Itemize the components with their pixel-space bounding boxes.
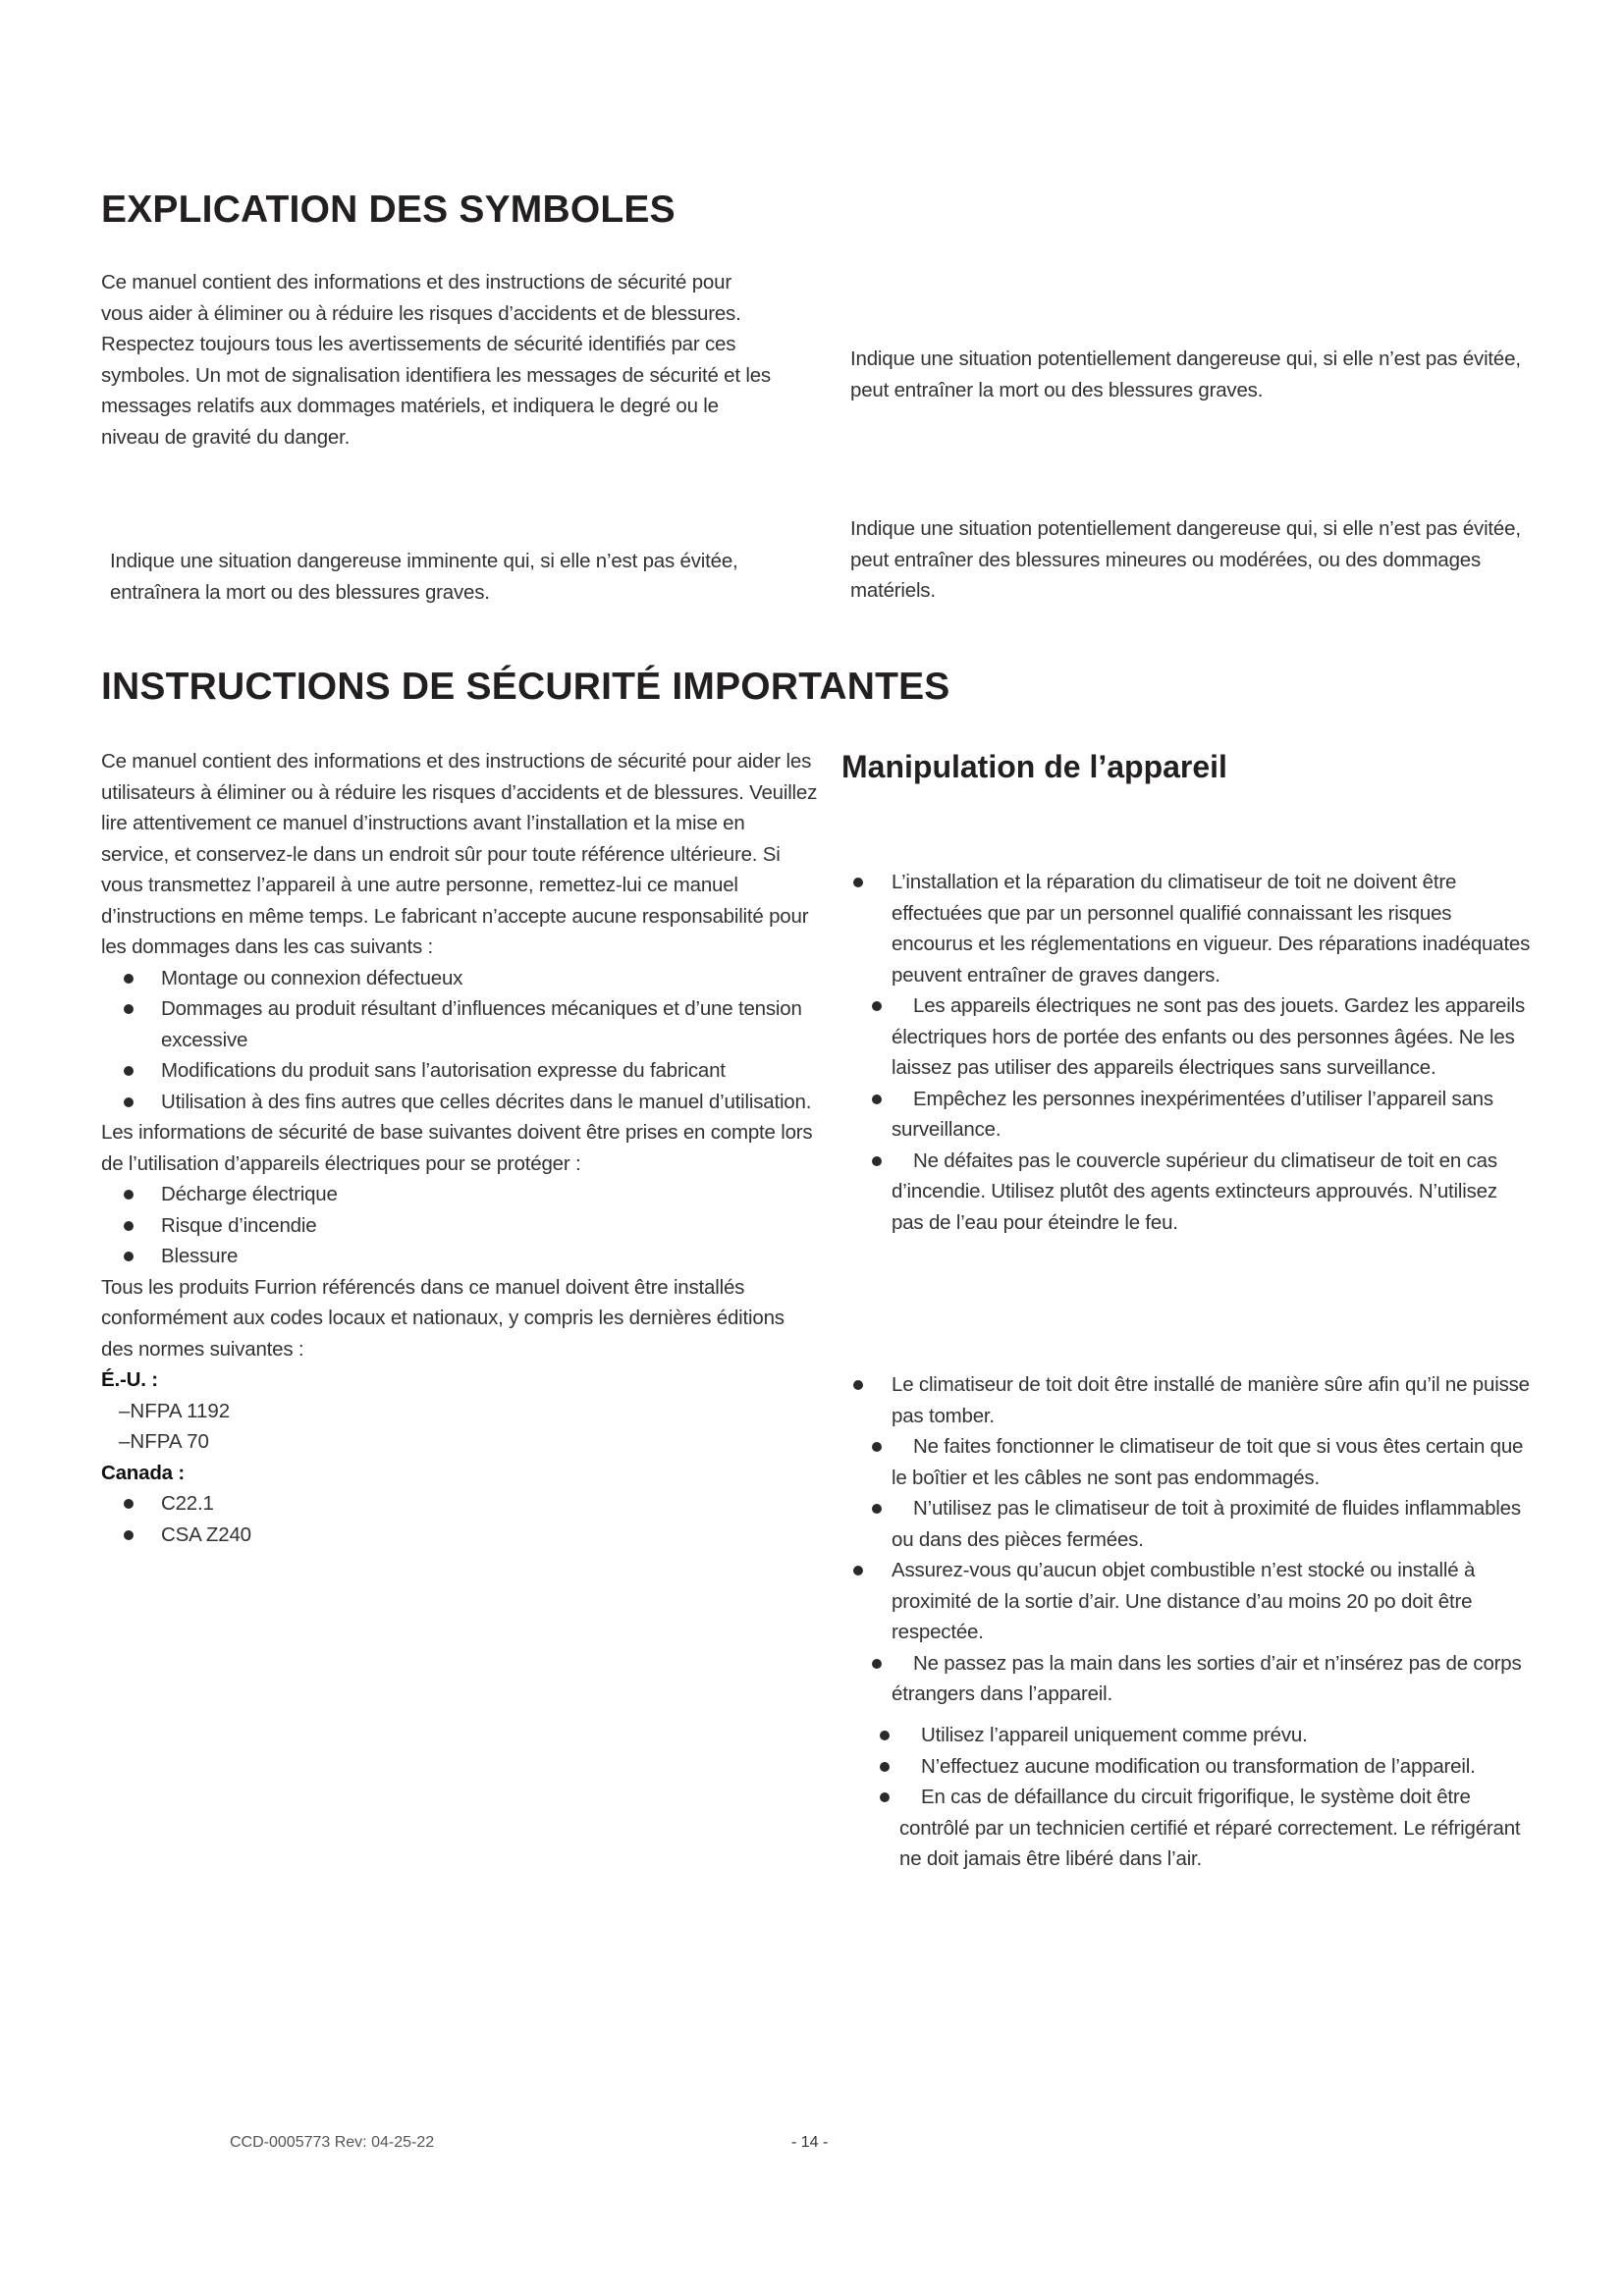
list-item: Dommages au produit résultant d’influences mécaniques et d’une tension excessive [101,993,818,1055]
list-item: CSA Z240 [101,1520,818,1551]
basic-info-text: Les informations de sécurité de base suivantes doivent être prises en compte lors de l’utilisation d’appareils électriques pour se protéger : [101,1121,813,1175]
list-item: N’utilisez pas le climatiseur de toit à proximité de fluides inflammables ou dans des pièces fermées. [846,1493,1534,1555]
list-item: Assurez-vous qu’aucun objet combustible n’est stocké ou installé à proximité de la sortie d’air. Une distance d’au moins 20 po doit être respectée. [846,1555,1534,1648]
list-item: Ne passez pas la main dans les sorties d’air et n’insérez pas de corps étrangers dans l’appareil. [846,1648,1534,1710]
list-item: Empêchez les personnes inexpérimentées d’utiliser l’appareil sans surveillance. [846,1084,1534,1146]
list-item: Montage ou connexion défectueux [101,963,818,994]
symbols-intro: Ce manuel contient des informations et des instructions de sécurité pour vous aider à éliminer ou à réduire les risques d’accidents et de blessures. Respectez toujours tous les avertissements de sécurité identifiés par ces symboles. Un mot de signalisation identifiera les messages de sécurité et les messages relatifs aux dommages matériels, et indiquera le degré ou le niveau de gravité du danger. [101,271,771,449]
symbols-title: EXPLICATION DES SYMBOLES [101,188,676,231]
codes-text: Tous les produits Furrion référencés dans ce manuel doivent être installés conformément aux codes locaux et nationaux, y compris les dernières éditions des normes suivantes : [101,1275,785,1361]
us-label: É.-U. : [101,1368,158,1391]
safety-title: INSTRUCTIONS DE SÉCURITÉ IMPORTANTES [101,666,950,708]
list-item: Décharge électrique [101,1179,818,1210]
canada-label: Canada : [101,1461,185,1484]
liability-list [101,963,818,1118]
handling-group-2 [846,1369,1534,1710]
list-item: Ne faites fonctionner le climatiseur de toit que si vous êtes certain que le boîtier et les câbles ne sont pas endommagés. [846,1431,1534,1493]
caution-description: Indique une situation potentiellement dangereuse qui, si elle n’est pas évitée, peut entraîner des blessures mineures ou modérées, ou des dommages matériels. [850,517,1521,602]
us-code: –NFPA 1192 [119,1399,231,1422]
list-item: En cas de défaillance du circuit frigorifique, le système doit être contrôlé par un technicien certifié et réparé correctement. Le réfrigérant ne doit jamais être libéré dans l’air. [854,1782,1542,1875]
list-item: Ne défaites pas le couvercle supérieur du climatiseur de toit en cas d’incendie. Utilisez plutôt des agents extincteurs approuvés. N’utilisez pas de l’eau pour éteindre le feu. [846,1146,1534,1239]
page-number: - 14 - [791,2134,829,2151]
list-item: Les appareils électriques ne sont pas des jouets. Gardez les appareils électriques hors de portée des enfants ou des personnes âgées. Ne les laissez pas utiliser des appareils électriques sans surveillance. [846,990,1534,1084]
list-item: L’installation et la réparation du climatiseur de toit ne doivent être effectuées que par un personnel qualifié connaissant les risques encourus et les réglementations en vigueur. Des réparations inadéquates peuvent entraîner de graves dangers. [846,867,1534,990]
safety-intro: Ce manuel contient des informations et des instructions de sécurité pour aider les utilisateurs à éliminer ou à réduire les risques d’accidents et de blessures. Veuillez lire attentivement ce manuel d’instructions avant l’installation et la mise en service, et conservez-le dans un endroit sûr pour toute référence ultérieure. Si vous transmettez l’appareil à une autre personne, remettez-lui ce manuel d’instructions en même temps. Le fabricant n’accepte aucune responsabilité pour les dommages dans les cas suivants : [101,750,818,958]
list-item: Utilisation à des fins autres que celles décrites dans le manuel d’utilisation. [101,1087,818,1118]
canada-codes-list [101,1488,818,1550]
list-item: Risque d’incendie [101,1210,818,1242]
list-item: Le climatiseur de toit doit être installé de manière sûre afin qu’il ne puisse pas tomber. [846,1369,1534,1431]
safety-left-column [101,746,818,1550]
handling-group-3 [854,1720,1542,1875]
doc-code: CCD-0005773 Rev: 04-25-22 [230,2134,435,2151]
list-item: Utilisez l’appareil uniquement comme prévu. [854,1720,1542,1751]
handling-title: Manipulation de l’appareil [841,749,1227,784]
danger-description: Indique une situation dangereuse imminente qui, si elle n’est pas évitée, entraînera la mort ou des blessures graves. [110,550,738,604]
list-item: Modifications du produit sans l’autorisation expresse du fabricant [101,1055,818,1087]
handling-group-1 [846,867,1534,1238]
list-item: C22.1 [101,1488,818,1520]
hazards-list [101,1179,818,1272]
list-item: Blessure [101,1241,818,1272]
us-code: –NFPA 70 [119,1430,209,1453]
warning-description: Indique une situation potentiellement dangereuse qui, si elle n’est pas évitée, peut entraîner la mort ou des blessures graves. [850,347,1521,401]
list-item: N’effectuez aucune modification ou transformation de l’appareil. [854,1751,1542,1783]
